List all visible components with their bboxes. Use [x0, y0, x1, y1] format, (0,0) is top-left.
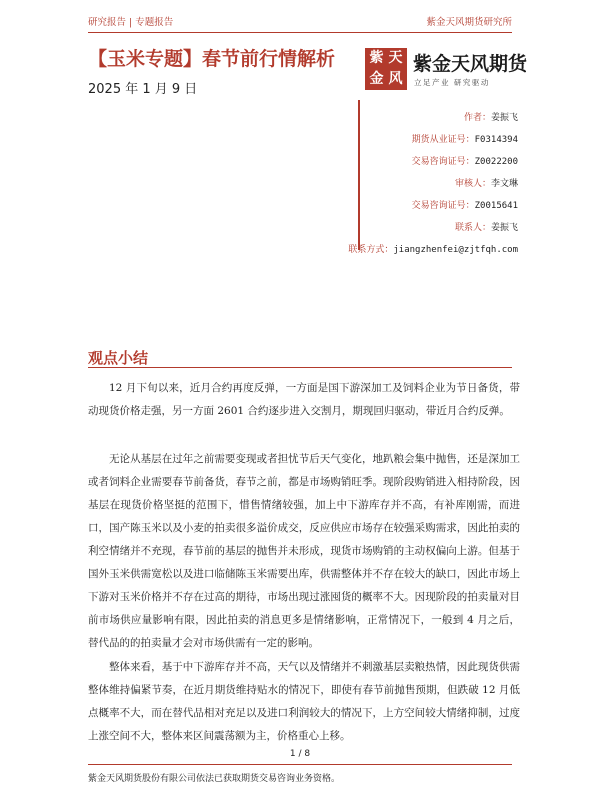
email-line: 联系方式：jiangzhenfei@zjtfqh.com — [348, 245, 518, 255]
logo-char: 金 — [369, 71, 384, 87]
footer-disclaimer: 紫金天风期货股份有限公司依法已获取期货交易咨询业务资格。 — [88, 774, 341, 784]
reviewer-line: 审核人：李文琳 — [454, 179, 518, 189]
contact-line: 联系人：姜振飞 — [454, 223, 518, 233]
header-institute: 紫金天风期货研究所 — [426, 17, 512, 28]
footer-divider — [88, 764, 512, 765]
company-name: 紫金天风期货 — [413, 53, 528, 75]
section-divider — [88, 367, 512, 368]
license-line: 期货从业证号：F0314394 — [411, 135, 518, 145]
page-title: 【玉米专题】春节前行情解析 — [88, 48, 336, 70]
company-logo-icon — [365, 48, 407, 90]
paragraph: 无论从基层在过年之前需要变现或者担忧节后天气变化，地趴粮会集中抛售，还是深加工或者饲料企业需要春节前备货，春节之前，都是市场购销旺季。现阶段购销进入相持阶段，因基层在现货价格坚挺的范围下，惜售情绪较强，加上中下游库存并不高，有补库刚需，而进口，国产陈玉米以及小麦的拍卖很多溢价成交，反应供应市场存在较强采购需求，因此拍卖的利空情绪并不充现，春节前的基层的抛售并未形成，现货市场购销的主动权偏向上游。但基于国外玉米供需宽松以及进口临储陈玉米需要出库，供需整体并不存在较大的缺口，因此市场上下游对玉米价格并不存在过高的期待，市场出现过涨囤货的概率不大。因现阶段的拍卖量对目前市场供应量影响有限，因此拍卖的消息更多是情绪影响，正常情况下，一般到 4 月之后，替代品的的拍卖量才会对市场供需有一定的影响。 — [88, 453, 520, 649]
page-number: 1 / 8 — [289, 749, 311, 759]
consult-line: 交易咨询证号：Z0015641 — [411, 201, 518, 211]
header-divider — [88, 32, 512, 33]
report-date: 2025 年 1 月 9 日 — [88, 82, 198, 97]
logo-char: 风 — [388, 71, 403, 87]
paragraph: 12 月下旬以来，近月合约再度反弹，一方面是国下游深加工及饲料企业为节日备货，带动现货价格走强，另一方面 2601 合约逐步进入交割月，期现回归驱动，带近月合约反弹。 — [88, 382, 520, 417]
author-line: 作者：姜振飞 — [463, 113, 518, 123]
company-slogan: 立足产业 研究驱动 — [414, 78, 490, 87]
section-title: 观点小结 — [88, 349, 149, 367]
logo-char: 天 — [388, 50, 403, 66]
author-block-bar — [358, 100, 360, 250]
header-report-type: 研究报告 | 专题报告 — [88, 17, 174, 28]
paragraph: 整体来看，基于中下游库存并不高，天气以及情绪并不刺激基层卖粮热情，因此现货供需整体维持偏紧节奏，在近月期货维持贴水的情况下，即使有春节前抛售预期，但跌破 12 月低点概率不大，而在替代品相对充足以及进口利润较大的情况下，上方空间较大情绪抑制，过度上涨空间不大，整体来区间震荡额为主，价格重心上移。 — [88, 661, 520, 742]
consult-line: 交易咨询证号：Z0022200 — [411, 157, 518, 167]
logo-char: 紫 — [369, 50, 384, 66]
